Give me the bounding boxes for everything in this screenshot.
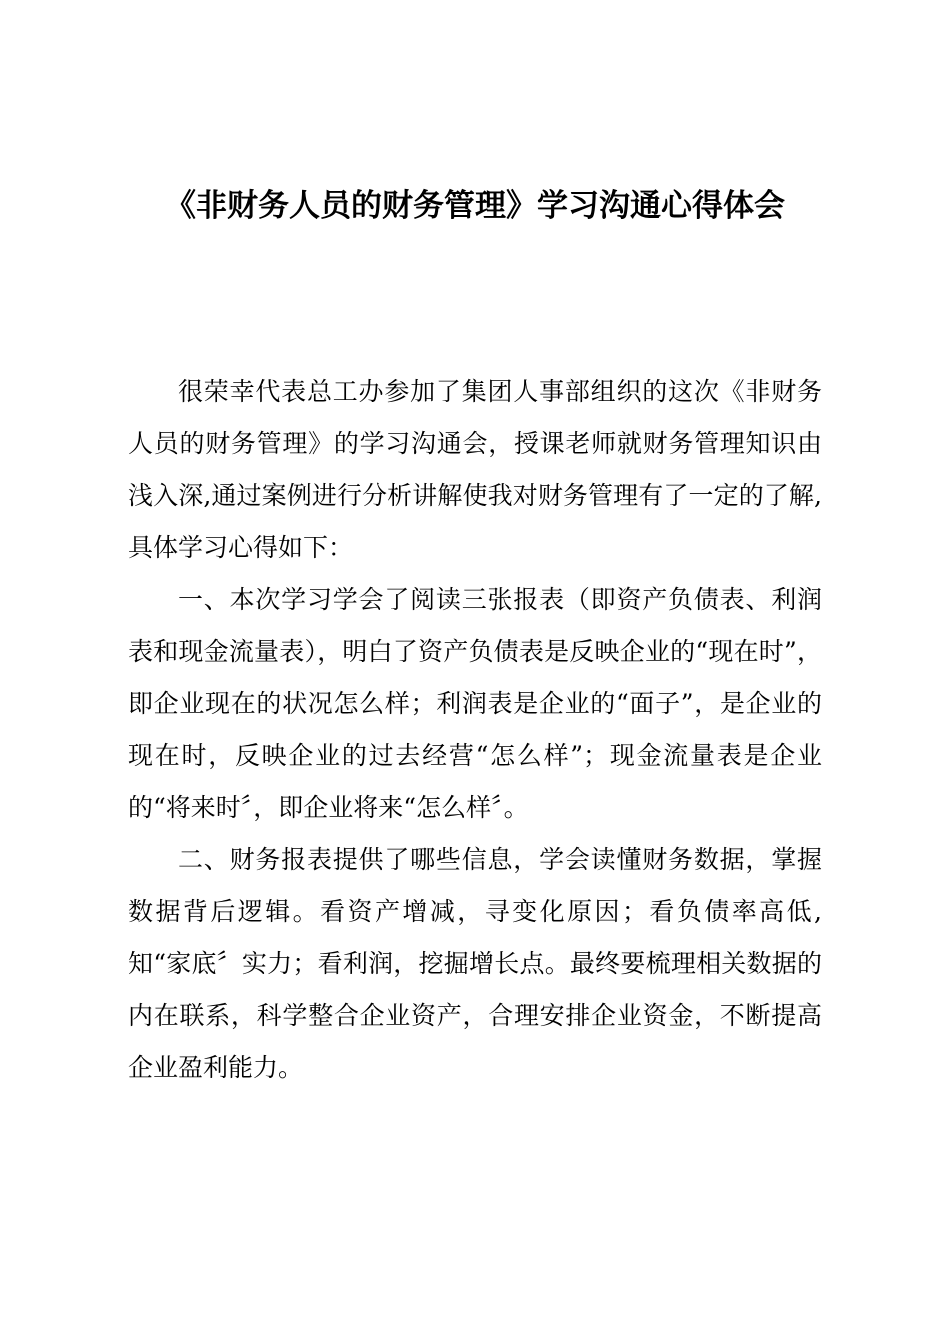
document-title: 《非财务人员的财务管理》学习沟通心得体会 — [165, 188, 785, 224]
paragraph-point-one: 一、本次学习学会了阅读三张报表（即资产负债表、利润表和现金流量表），明白了资产负债表是反映企业的“现在时”，即企业现在的状况怎么样；利润表是企业的“面子”，是企业的现在时，反映企业的过去经营“怎么样”；现金流量表是企业的“将来时〞，即企业将来“怎么样〞。 — [128, 585, 822, 822]
paragraph-point-two: 二、财务报表提供了哪些信息，学会读懂财务数据，掌握数据背后逻辑。看资产增减，寻变化原因；看负债率高低,知“家底〞实力；看利润，挖掘增长点。最终要梳理相关数据的内在联系，科学整合企业资产，合理安排企业资金，不断提高企业盈利能力。 — [128, 845, 822, 1082]
document-body — [128, 366, 822, 1094]
paragraph-intro: 很荣幸代表总工办参加了集团人事部组织的这次《非财务人员的财务管理》的学习沟通会，授课老师就财务管理知识由浅入深,通过案例进行分析讲解使我对财务管理有了一定的了解,具体学习心得如下： — [128, 377, 822, 562]
